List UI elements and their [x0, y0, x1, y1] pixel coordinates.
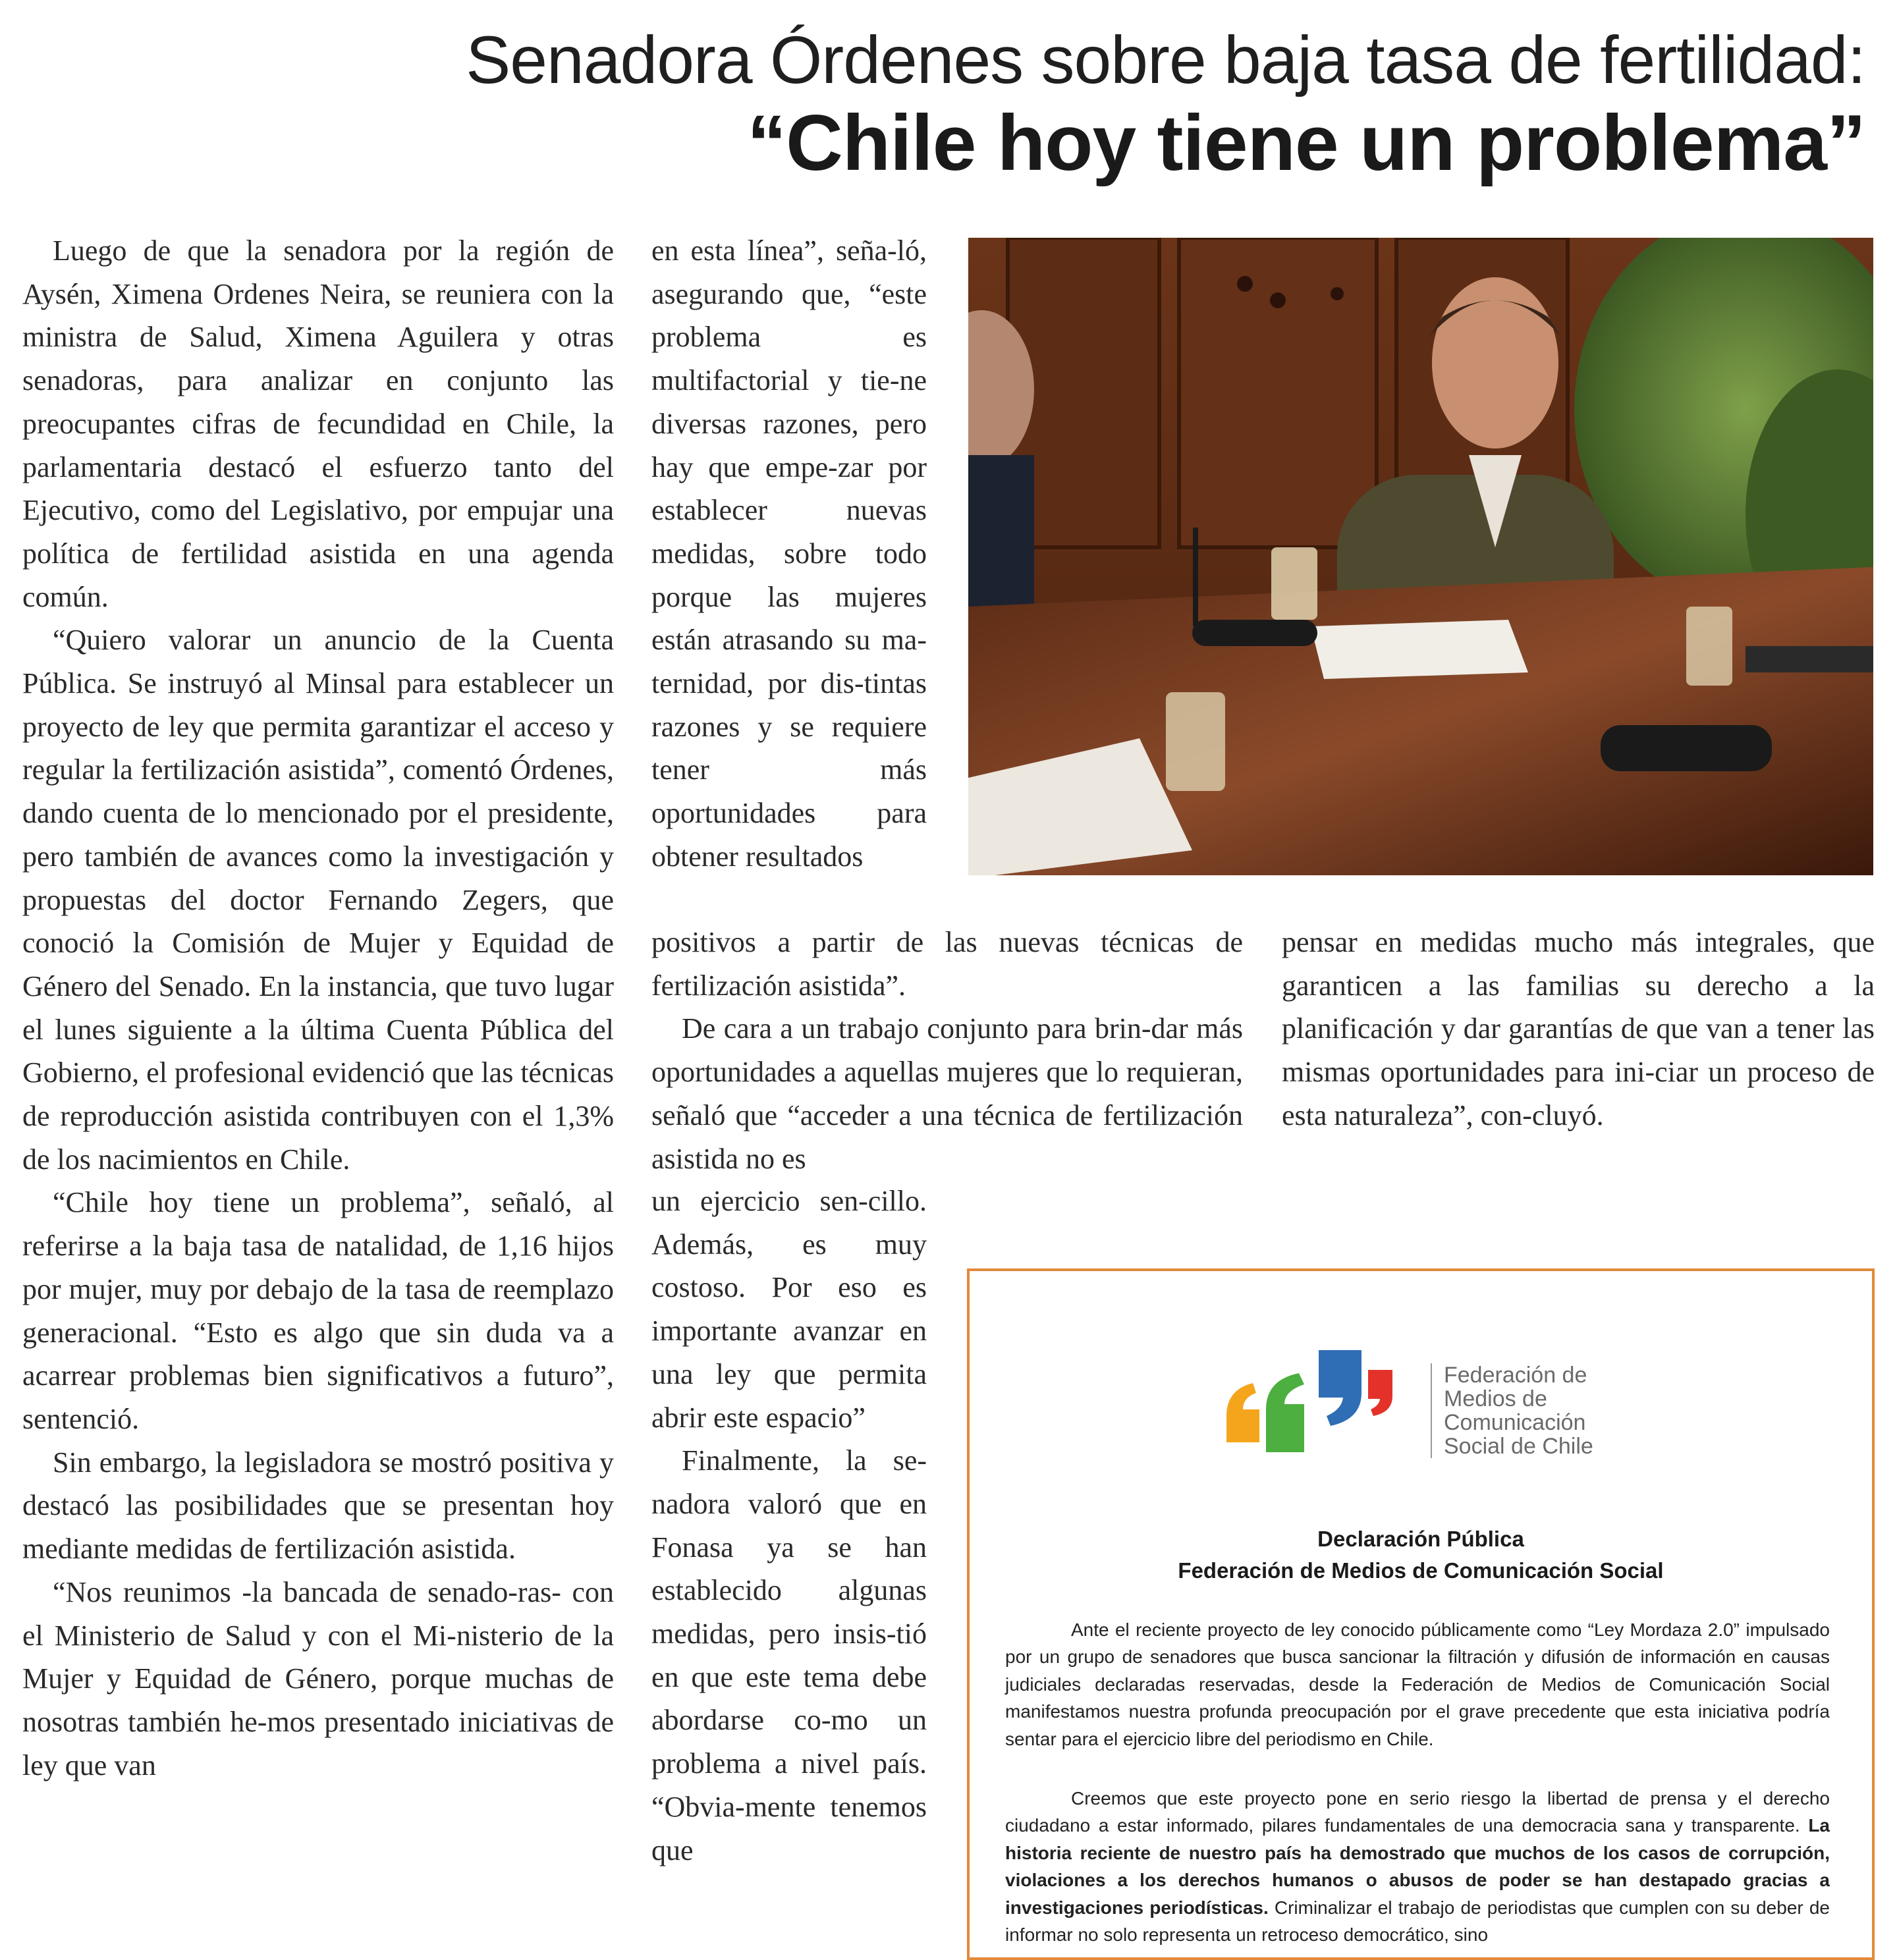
article-column-2-bottom — [651, 1180, 927, 1872]
paragraph: “Chile hoy tiene un problema”, señaló, al referirse a la baja tasa de natalidad, de 1,16 hijos por mujer, muy por debajo de la tasa de reemplazo generacional. “Esto es algo que sin duda va a acarrear problemas bien significativos a futuro”, sentenció. — [22, 1186, 614, 1435]
declaration-subtitle: Federación de Medios de Comunicación Social — [1178, 1558, 1664, 1583]
paragraph: en esta línea”, seña-ló, asegurando que, “este problema es multifactorial y tie-ne diversas razones, pero hay que empe-zar por establecer nuevas medidas, sobre todo porque las mujeres están atrasando su ma-ternidad, por dis-tintas razones y se requiere tener más oportunidades para obtener resultados — [651, 234, 927, 873]
federation-logo — [1220, 1344, 1615, 1469]
paragraph: “Quiero valorar un anuncio de la Cuenta Pública. Se instruyó al Minsal para establecer un proyecto de ley que permita garantizar el acceso y regular la fertilización asistida”, comentó Órdenes, dando cuenta de lo mencionado por el presidente, pero también de avances como la investigación y propuestas del doctor Fernando Zegers, que conoció la Comisión de Mujer y Equidad de Género del Senado. En la instancia, que tuvo lugar el lunes siguiente a la última Cuenta Pública del Gobierno, el profesional evidenció que las técnicas de reproducción asistida contribuyen con el 1,3% de los nacimientos en Chile. — [22, 624, 615, 1176]
declaration-text: Creemos que este proyecto pone en serio riesgo la libertad de prensa y el derecho ciudadano a estar informado, pilares fundamentales de una democracia sana y transparente. — [1005, 1788, 1830, 1836]
headline-line-1: Senadora Órdenes sobre baja tasa de fertilidad: — [466, 22, 1865, 97]
logo-text-line: Social de Chile — [1444, 1434, 1593, 1459]
declaration-bold-text: La historia reciente de nuestro país ha demostrado que muchos de los casos de corrupción, violaciones a los derechos humanos o abusos de poder se han destapado gracias a investigaciones periodísticas. — [1005, 1815, 1830, 1918]
paragraph: Sin embargo, la legisladora se mostró positiva y destacó las posibilidades que se presentan hoy mediante medidas de fertilización asistida. — [22, 1446, 614, 1565]
paragraph: Luego de que la senadora por la región de Aysén, Ximena Ordenes Neira, se reuniera con la ministra de Salud, Ximena Aguilera y otras senadoras, para analizar en conjunto las preocupantes cifras de fecundidad en Chile, la parlamentaria destacó el esfuerzo tanto del Ejecutivo, como del Legislativo, por empujar una política de fertilidad asistida en una agenda común. — [22, 234, 614, 613]
declaration-paragraph-2 — [1005, 1785, 1830, 1948]
paragraph: pensar en medidas mucho más integrales, que garanticen a las familias su derecho a la planificación y dar garantías de que van a tener las mismas oportunidades para ini-ciar un proceso de esta naturaleza”, con-cluyó. — [1282, 926, 1875, 1131]
declaration-text: Criminalizar el trabajo de periodistas que cumplen con su deber de informar no solo representa un retroceso democrático, sino — [1005, 1897, 1830, 1946]
article-column-2-top — [651, 229, 927, 879]
article-column-1 — [22, 229, 614, 1787]
federation-logo-text — [1431, 1363, 1593, 1458]
article-photo — [968, 238, 1873, 875]
headline — [466, 20, 1865, 186]
logo-text-line: Comunicación — [1444, 1410, 1586, 1435]
senate-meeting-photo — [968, 238, 1873, 875]
paragraph: “Nos reunimos -la bancada de senado-ras- con el Ministerio de Salud y con el Mi-nisterio de la Mujer y Equidad de Género, porque muchas de nosotras también he-mos presentado iniciativas de ley que van — [22, 1575, 614, 1782]
article-column-2-middle — [651, 921, 1243, 1180]
paragraph: De cara a un trabajo conjunto para brin-dar más oportunidades a aquellas mujeres que lo requieran, señaló que “acceder a una técnica de fertilización asistida no es — [651, 1012, 1243, 1175]
declaration-title: Declaración Pública — [1317, 1527, 1524, 1551]
paragraph: Finalmente, la se-nadora valoró que en Fonasa ya se han establecido algunas medidas, pero insis-tió en que este tema debe abordarse co-mo un problema a nivel país. “Obvia-mente tenemos que — [651, 1444, 927, 1866]
paragraph: un ejercicio sen-cillo. Además, es muy costoso. Por eso es importante avanzar en una ley que permita abrir este espacio” — [651, 1185, 927, 1434]
logo-text-line: Federación de — [1444, 1363, 1587, 1388]
paragraph: positivos a partir de las nuevas técnicas de fertilización asistida”. — [651, 926, 1243, 1002]
headline-line-2: “Chile hoy tiene un problema” — [747, 99, 1865, 187]
logo-text-line: Medios de — [1444, 1386, 1547, 1411]
public-declaration-box — [967, 1268, 1875, 1960]
declaration-text: Ante el reciente proyecto de ley conocido públicamente como “Ley Mordaza 2.0” impulsado por un grupo de senadores que busca sancionar la filtración y difusión de información en causas judiciales declaradas reservadas, desde la Federación de Medios de Comunicación Social manifestamos nuestra profunda preocupación por el grave precedente que esta iniciativa podría sentar para el ejercicio libre del periodismo en Chile. — [1005, 1620, 1830, 1749]
declaration-paragraph-1 — [1005, 1616, 1830, 1753]
quote-marks-logo-icon — [1220, 1344, 1417, 1469]
article-column-3 — [1282, 921, 1875, 1137]
